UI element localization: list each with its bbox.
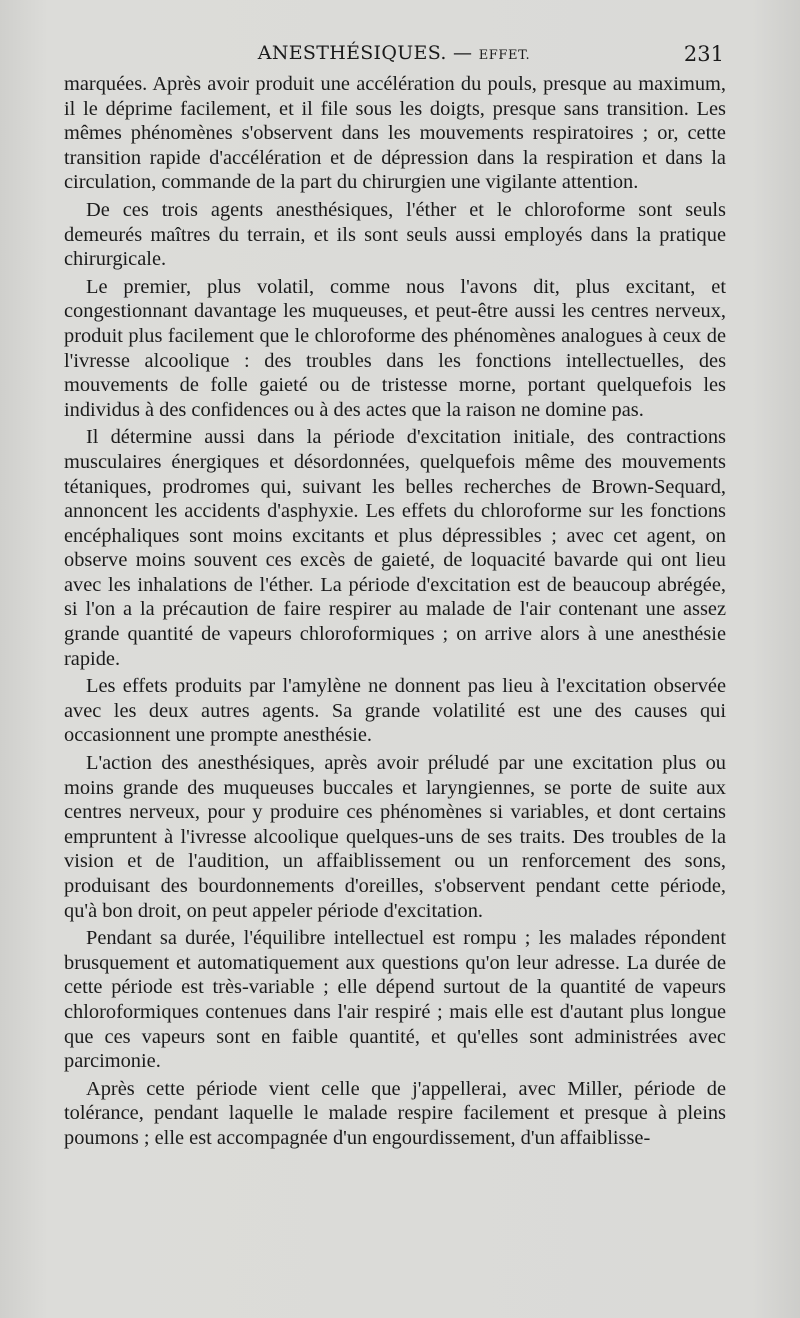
paragraph-4: Il détermine aussi dans la période d'excitation initiale, des contractions musculaires énergiques et désordonnées, quelquefois même des mouvements tétaniques, prodromes qui, suivant les belles recherches de Brown-Sequard, annoncent les accidents d'asphyxie. Les effets du chloroforme sur les fonctions encéphaliques sont moins excitants et plus dépressibles ; avec cet agent, on observe moins souvent ces excès de gaieté, de loquacité bavarde qui ont lieu avec les inhalations de l'éther. La période d'excitation est de beaucoup abrégée, si l'on a la précaution de faire respirer au malade de l'air contenant une assez grande quantité de vapeurs chloroformiques ; on arrive alors à une anesthésie rapide. bbox=[64, 426, 726, 670]
paragraph-6: L'action des anesthésiques, après avoir préludé par une excitation plus ou moins grande des muqueuses buccales et laryngiennes, se porte de suite aux centres nerveux, pour y produire ces phénomènes si variables, et dont certains empruntent à l'ivresse alcoolique quelques-uns de ses traits. Des troubles de la vision et de l'audition, un affaiblissement ou un renforcement des sons, produisant des bourdonnements d'oreilles, s'observent pendant cette période, qu'à bon droit, on peut appeler période d'excitation. bbox=[64, 752, 726, 922]
paragraph-3: Le premier, plus volatil, comme nous l'avons dit, plus excitant, et congestionnant davantage les muqueuses, et peut-être aussi les centres nerveux, produit plus facilement que le chloroforme des phénomènes analogues à ceux de l'ivresse alcoolique : des troubles dans les fonctions intellectuelles, des mouvements de folle gaieté ou de tristesse morne, portant quelquefois les individus à des confidences ou à des actes que la raison ne domine pas. bbox=[64, 275, 726, 421]
paragraph-5: Les effets produits par l'amylène ne donnent pas lieu à l'excitation observée avec les deux autres agents. Sa grande volatilité est une des causes qui occasionnent une prompte anesthésie. bbox=[64, 675, 726, 747]
running-head bbox=[62, 42, 726, 64]
running-head-dash: — bbox=[446, 42, 479, 64]
paragraph-2: De ces trois agents anesthésiques, l'éther et le chloroforme sont seuls demeurés maîtres du terrain, et ils sont seuls aussi employés dans la pratique chirurgicale. bbox=[64, 198, 726, 271]
paragraph-7: Pendant sa durée, l'équilibre intellectuel est rompu ; les malades répondent brusquement et automatiquement aux questions qu'on leur adresse. La durée de cette période est très-variable ; elle dépend surtout de la quantité de vapeurs chloroformiques contenues dans l'air respiré ; mais elle est d'autant plus longue que ces vapeurs sont en faible quantité, et qu'elles sont administrées avec parcimonie. bbox=[64, 927, 726, 1073]
running-head-subtitle: EFFET. bbox=[478, 48, 531, 63]
paragraph-1: marquées. Après avoir produit une accélération du pouls, presque au maximum, il le déprime facilement, et il file sous les doigts, presque sans transition. Les mêmes phénomènes s'observent dans les mouvements respiratoires ; or, cette transition rapide d'accélération et de dépression dans la respiration et dans la circulation, commande de la part du chirurgien une vigilante attention. bbox=[64, 73, 726, 194]
body-text bbox=[64, 72, 726, 1154]
paragraph-8: Après cette période vient celle que j'appellerai, avec Miller, période de tolérance, pendant laquelle le malade respire facilement et presque à pleins poumons ; elle est accompagnée d'un engourdissement, d'un affaiblisse- bbox=[64, 1077, 726, 1149]
page-header bbox=[62, 38, 726, 72]
running-head-title: ANESTHÉSIQUES. bbox=[257, 42, 447, 64]
page-number: 231 bbox=[683, 42, 724, 66]
